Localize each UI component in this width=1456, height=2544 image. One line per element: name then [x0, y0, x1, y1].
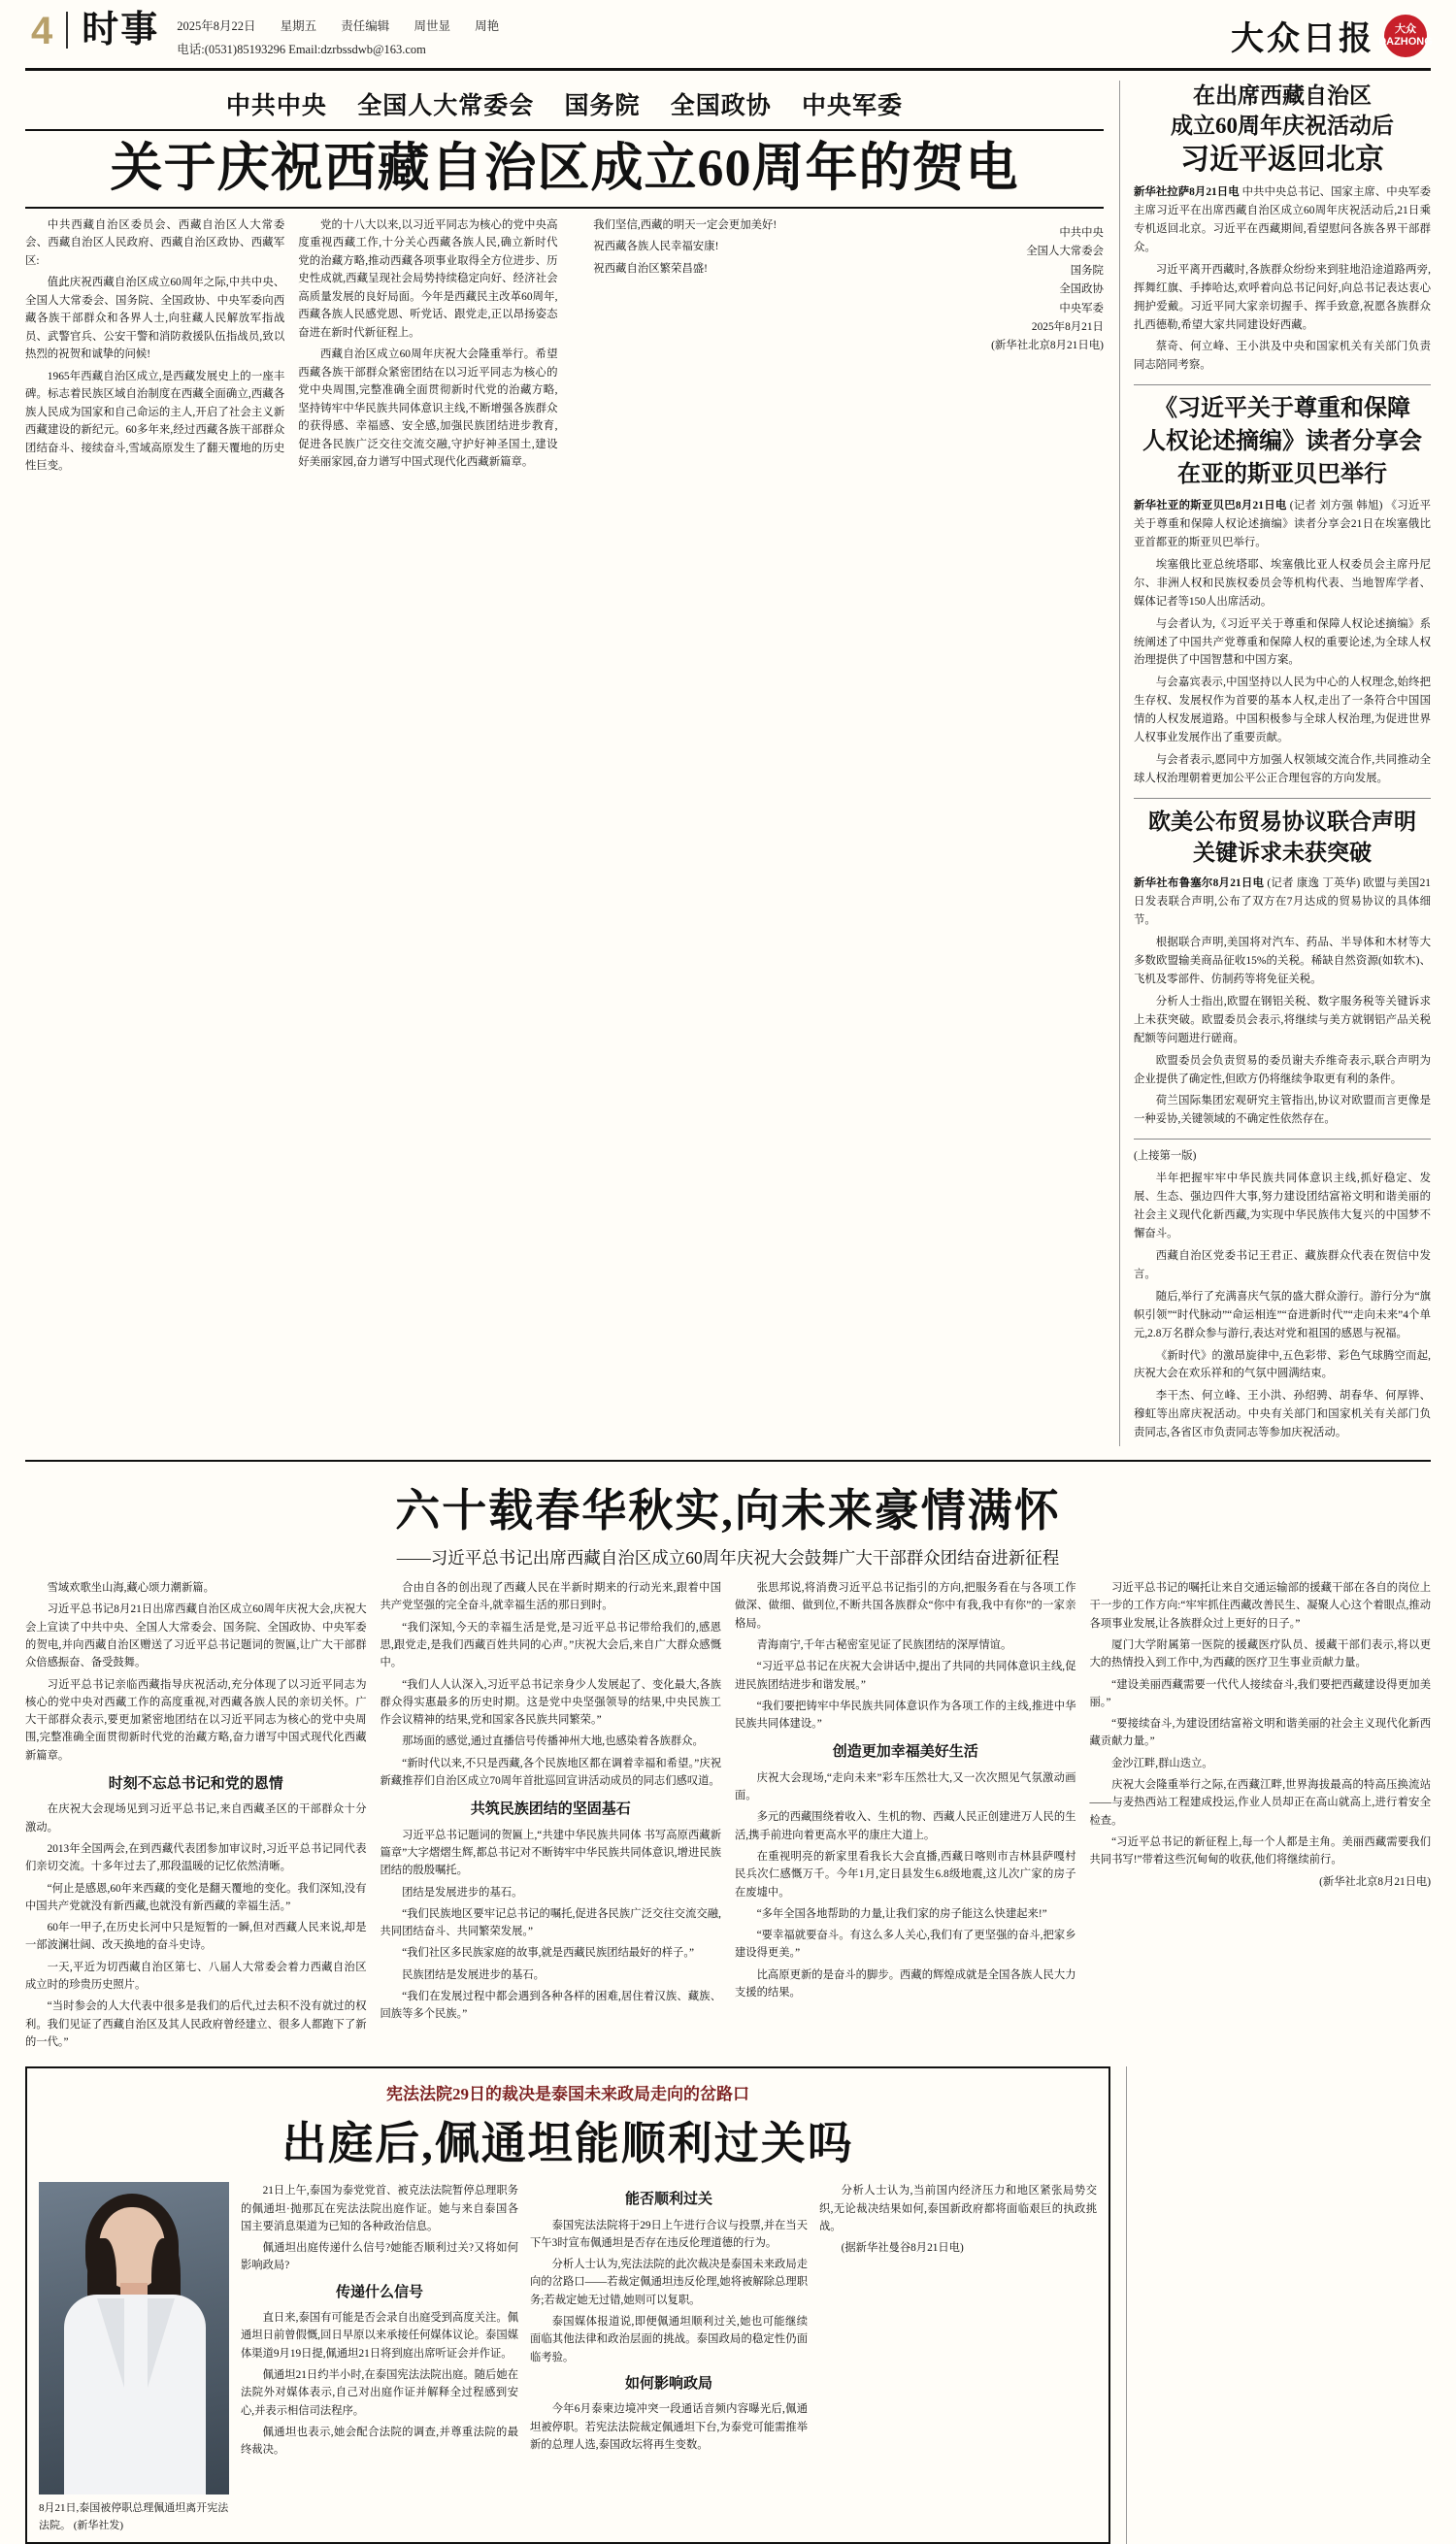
lead-para: 党的十八大以来,以习近平同志为核心的党中央高度重视西藏工作,十分关心西藏各族人民,确立新时代党的治藏方略,推动西藏各项事业取得全方位进步、历史性成就,西藏呈现社会局势持续稳定向好、经济社会高质量发展的良好局面。今年是西藏民主改革60周年,西藏各族人民感党恩、听党话、跟党走,正以昂扬姿态奋进在新时代新征程上。 [298, 218, 558, 339]
thailand-photo [39, 2182, 229, 2494]
continuation-block [1134, 1147, 1431, 1442]
issue-date: 2025年8月22日 [177, 19, 256, 33]
feature-para: “我们在发展过程中都会遇到各种各样的困难,居住着汉族、藏族、回族等多个民族。” [380, 1991, 721, 2021]
thailand-para: 分析人士认为,宪法法院的此次裁决是泰国未来政局走向的岔路口——若裁定佩通坦违反伦理,她将被解除总理职务;若裁定她无过错,她则可以复职。 [530, 2259, 808, 2306]
right-top-para: 习近平离开西藏时,各族群众纷纷来到驻地沿途道路两旁,挥舞红旗、手捧哈达,欢呼着向总书记问好,向总书记表达衷心拥护爱戴。习近平同大家亲切握手、挥手致意,祝愿各族群众扎西德勒,希望大家共同建设好西藏。 [1133, 263, 1431, 331]
thailand-para: 分析人士认为,当前国内经济压力和地区紧张局势交织,无论裁决结果如何,泰国新政府都将面临艰巨的执政挑战。 [819, 2185, 1097, 2232]
right-mid-para: 埃塞俄比亚总统塔耶、埃塞俄比亚人权委员会主席丹尼尔、非洲人权和民族权委员会等机构代表、当地智库学者、媒体记者等150人出席活动。 [1133, 558, 1431, 608]
right-mid-para: 与会嘉宾表示,中国坚持以人民为中心的人权理念,始终把生存权、发展权作为首要的基本人权,走出了一条符合中国国情的人权发展道路。中国积极参与全球人权治理,为促进世界人权事业发展作出了重要贡献。 [1133, 677, 1431, 744]
lead-column-1 [25, 216, 284, 479]
right-top-headline [1134, 81, 1431, 181]
page-number: 4 [31, 10, 53, 52]
section-title: 时事 [66, 12, 177, 49]
feature-column-1 [25, 1579, 367, 2055]
feature-para: 比高原更新的是奋斗的脚步。西藏的辉煌成就是全国各族人民大力支援的结果。 [735, 1968, 1076, 1999]
feature-para: “当时参会的人大代表中很多是我们的后代,过去积不没有就过的权利。我们见证了西藏自治区及其人民政府曾经建立、很多人都跑下了新的一代。” [25, 2000, 367, 2048]
feature-subhead: 创造更加幸福美好生活 [832, 1744, 978, 1761]
right-mid-headline-line3: 在亚的斯亚贝巴举行 [1176, 461, 1387, 487]
divider [1134, 798, 1431, 799]
feature-para: 习近平总书记的嘱托让来自交通运输部的援藏干部在各自的岗位上干一步的工作方向:“牢牢抓住西藏改善民生、凝聚人心这个着眼点,推动各项事业发展,让各族群众过上更好的日子。” [1089, 1582, 1431, 1630]
right-bottom-headline [1134, 807, 1431, 869]
feature-para: “习近平总书记在庆祝大会讲话中,提出了共同的共同体意识主线,促进民族团结进步和谐发展。” [735, 1661, 1076, 1691]
right-mid-headline-line2: 人权论述摘编》读者分享会 [1142, 428, 1422, 454]
thailand-para: 佩通坦也表示,她会配合法院的调查,并尊重法院的最终裁决。 [241, 2426, 518, 2457]
signature-line: 国务院 [1070, 264, 1104, 277]
thailand-article [25, 2066, 1110, 2544]
lead-column-2 [298, 216, 557, 479]
signature-line: 中共中央 [1059, 226, 1104, 239]
feature-para: “新时代以来,不只是西藏,各个民族地区都在调着幸福和希望。”庆祝新藏推荐们自治区成立70周年首批巡回宣讲活动成员的同志们感叹道。 [380, 1757, 721, 1788]
thailand-para: 佩通坦出庭传递什么信号?她能否顺利过关?又将如何影响政局? [241, 2242, 518, 2272]
feature-para: 雪域欢歌坐山海,藏心颂力潮新篇。 [47, 1582, 215, 1595]
lead-para: 我们坚信,西藏的明天一定会更加美好! [593, 218, 778, 231]
lead-para: 祝西藏各族人民幸福安康! [593, 241, 719, 253]
right-bottom-headline-line1: 欧美公布贸易协议联合声明 [1147, 809, 1416, 834]
feature-para: “我们深知,今天的幸福生活是党,是习近平总书记带给我们的,感恩思,跟党走,是我们西藏百姓共同的心声。”庆祝大会后,来自广大群众感慨中。 [380, 1621, 721, 1669]
lead-para: 值此庆祝西藏自治区成立60周年之际,中共中央、全国人大常委会、国务院、全国政协、中央军委向西藏各族干部群众和各界人士,向驻藏人民解放军指战员、武警官兵、公安干警和消防救援队伍指战员,致以热烈的祝贺和诚挚的问候! [25, 277, 285, 361]
right-bottom-body [1134, 875, 1431, 1129]
feature-para: 习近平总书记亲临西藏指导庆祝活动,充分体现了以习近平同志为核心的党中央对西藏工作的高度重视,对西藏各族人民的亲切关怀。广大干部群众表示,要更加紧密地团结在以习近平同志为核心的党中央周围,完整准确全面贯彻新时代党的治藏方略,奋力谱写中国式现代化西藏新篇章。 [25, 1678, 367, 1762]
lead-body [25, 216, 1104, 479]
issuer-3: 全国政协 [670, 92, 772, 119]
divider [1134, 1139, 1431, 1140]
thailand-body [241, 2182, 1097, 2534]
right-bottom-para: 分析人士指出,欧盟在钢铝关税、数字服务税等关键诉求上未获突破。欧盟委员会表示,将继续与美方就钢铝产品关税配额等问题进行磋商。 [1133, 995, 1431, 1044]
feature-column-2 [381, 1579, 722, 2055]
feature-title: 六十载春华秋实,向未来豪情满怀 [395, 1486, 1061, 1536]
photo-lapel-left [97, 2298, 124, 2388]
right-bottom-para: 欧盟委员会负责贸易的委员谢夫乔维奇表示,联合声明为企业提供了确定性,但欧方仍将继续争取更有利的条件。 [1133, 1054, 1431, 1085]
editor-name-2: 周艳 [475, 19, 500, 33]
signature-line: 全国人大常委会 [1026, 246, 1104, 258]
lead-issuers [25, 86, 1104, 121]
thailand-column-3 [819, 2182, 1097, 2534]
thailand-para: 泰国宪法法院将于29日上午进行合议与投票,并在当天下午3时宣布佩通坦是否存在违反伦理道德的行为。 [530, 2219, 808, 2249]
feature-column-3 [735, 1579, 1076, 2055]
feature-subhead: 共筑民族团结的坚固基石 [470, 1801, 631, 1818]
right-mid-para: 《习近平关于尊重和保障人权论述摘编》读者分享会21日在埃塞俄比亚首都亚的斯亚贝巴举行。 [1133, 500, 1431, 548]
feature-para: 在重视明亮的新家里看我长大会直播,西藏日喀则市吉林县萨嘎村民兵次仁感慨万千。今年1月,定日县发生6.8级地震,这儿次广家的房子在废墟中。 [735, 1850, 1076, 1899]
feature-para: “我们民族地区要牢记总书记的嘱托,促进各民族广泛交往交流交融,共同团结奋斗、共同繁荣发展。” [380, 1907, 721, 1938]
badge-line-2: DAZHONG [1378, 35, 1433, 48]
thailand-para: 泰国媒体报道说,即便佩通坦顺利过关,她也可能继续面临其他法律和政治层面的挑战。泰国政局的稳定性仍面临考验。 [530, 2316, 808, 2363]
lead-article [25, 81, 1104, 1447]
thailand-kicker: 宪法法院29日的裁决是泰国未来政局走向的岔路口 [386, 2085, 749, 2104]
right-bottom-para: 欧盟与美国21日发表联合声明,公布了双方在7月达成的贸易协议的具体细节。 [1133, 877, 1431, 927]
paper-badge-icon [1378, 15, 1433, 57]
right-mid-headline [1134, 393, 1431, 491]
thailand-para: 今年6月泰柬边境冲突一段通话音频内容曝光后,佩通坦被停职。若宪法法院裁定佩通坦下台,为泰党可能需推举新的总理人选,泰国政坛将再生变数。 [530, 2403, 808, 2451]
photo-jacket [64, 2295, 206, 2494]
continuation-para: 李干杰、何立峰、王小洪、孙绍骋、胡春华、何厚铧、穆虹等出席庆祝活动。中央有关部门和国家机关有关部门负责同志,各省区市负责同志等参加庆祝活动。 [1133, 1390, 1431, 1439]
lead-column-3 [571, 216, 830, 479]
issuer-0: 中共中央 [225, 92, 327, 119]
feature-para: 张思邦说,将消费习近平总书记指引的方向,把服务看在与各项工作做深、做细、做到位,不断共国各族群众“你中有我,我中有你”的一家亲格局。 [735, 1582, 1076, 1630]
thailand-para: 佩通坦21日约半小时,在泰国宪法法院出庭。随后她在法院外对媒体表示,自己对出庭作证并解释全过程感到安心,并表示相信司法程序。 [241, 2368, 518, 2417]
right-bottom-headline-line2: 关键诉求未获突破 [1192, 841, 1372, 866]
continuation-para: 半年把握牢牢中华民族共同体意识主线,抓好稳定、发展、生态、强边四件大事,努力建设团结富裕文明和谐美丽的社会主义现代化新西藏,为实现中华民族伟大复兴的中国梦不懈奋斗。 [1133, 1173, 1431, 1239]
right-mid-body [1134, 497, 1431, 788]
lead-para: 1965年西藏自治区成立,是西藏发展史上的一座丰碑。标志着民族区域自治制度在西藏全面确立,西藏各族人民成为国家和自己命运的主人,开启了社会主义新西藏建设的新纪元。60多年来,经过西藏各族干部群众团结奋斗、接续奋斗,雪域高原发生了翻天覆地的历史性巨变。 [25, 370, 285, 473]
lead-signature [844, 224, 1104, 356]
thailand-subhead-3: 如何影响政局 [624, 2375, 712, 2392]
thailand-photo-caption: 8月21日,泰国被停职总理佩通坦离开宪法法院。 (新华社发) [39, 2502, 229, 2531]
thailand-subhead-1: 传递什么信号 [335, 2284, 423, 2300]
feature-byline: (新华社北京8月21日电) [1319, 1875, 1431, 1888]
thailand-title: 出庭后,佩通坦能顺利过关吗 [281, 2119, 854, 2169]
feature-para: 那场面的感觉,通过直播信号传播神州大地,也感染着各族群众。 [402, 1735, 704, 1748]
feature-para: 习近平总书记8月21日出席西藏自治区成立60周年庆祝大会,庆祝大会上宣读了中共中央、全国人大常委会、国务院、全国政协、中央军委的贺电,并向西藏自治区赠送了习近平总书记题词的贺匾,让广大干部群众倍感振奋、备受鼓舞。 [25, 1603, 367, 1669]
editor-label: 责任编辑 [341, 19, 390, 33]
feature-para: 在庆祝大会现场见到习近平总书记,来自西藏圣区的干部群众十分激动。 [25, 1803, 367, 1834]
right-bottom-dateline: 新华社布鲁塞尔8月21日电 [1133, 877, 1265, 890]
right-top-para: 中共中央总书记、国家主席、中央军委主席习近平在出席西藏自治区成立60周年庆祝活动后,21日乘专机返回北京。习近平在西藏期间,看望慰问各族各界干部群众。 [1133, 186, 1431, 253]
feature-para: 习近平总书记题词的贺匾上,“共建中华民族共同体 书写高原西藏新篇章”大字熠熠生辉,都总书记对不断铸牢中华民族共同体意识,增进民族团结的殷殷嘱托。 [380, 1829, 721, 1877]
thailand-para: 21日上午,泰国为泰党党首、被克法法院暂停总理职务的佩通坦·抛那瓦在宪法法院出庭作证。她与来自泰国各国主要消息渠道为已知的各种政治信息。 [241, 2185, 518, 2232]
right-top-dateline: 新华社拉萨8月21日电 [1133, 186, 1240, 199]
feature-subtitle: ——习近平总书记出席西藏自治区成立60周年庆祝大会鼓舞广大干部群众团结奋进新征程 [396, 1548, 1060, 1569]
feature-para: “我们要把铸牢中华民族共同体意识作为各项工作的主线,推进中华民族共同体建设。” [735, 1700, 1076, 1731]
photo-lapel-right [148, 2298, 175, 2388]
feature-para: “要接续奋斗,为建设团结富裕文明和谐美丽的社会主义现代化新西藏贡献力量。” [1089, 1718, 1431, 1748]
feature-para: 庆祝大会隆重举行之际,在西藏江畔,世界海拔最高的特高压换流站——与麦热西站工程建成投运,作业人员却正在高山就高上,进行着安全检查。 [1089, 1779, 1431, 1827]
feature-para: “建设美丽西藏需要一代代人接续奋斗,我们要把西藏建设得更加美丽。” [1089, 1678, 1431, 1708]
masthead [25, 0, 1431, 71]
continuation-para: 《新时代》的激昂旋律中,五色彩带、彩色气球腾空而起,庆祝大会在欢乐祥和的气氛中圆满结束。 [1133, 1349, 1431, 1380]
lead-para: 祝西藏自治区繁荣昌盛! [593, 262, 708, 275]
bottom-right-spacer [1126, 2066, 1425, 2544]
thailand-para: (据新华社曼谷8月21日电) [841, 2242, 964, 2255]
feature-para: 一天,平近为切西藏自治区第七、八届人大常委会着力西藏自治区成立时的珍贵历史照片。 [25, 1961, 367, 1992]
signature-line: 全国政协 [1059, 283, 1104, 296]
right-column [1119, 81, 1431, 1447]
feature-subhead: 时刻不忘总书记和党的恩情 [108, 1776, 283, 1793]
badge-line-1: 大众 [1395, 23, 1416, 36]
thailand-column-2 [530, 2182, 808, 2534]
feature-para: 团结是发展进步的基石。 [402, 1886, 523, 1899]
thailand-column-1 [241, 2182, 518, 2534]
paper-logo [1231, 12, 1431, 59]
feature-para: 60年一甲子,在历史长河中只是短暂的一瞬,但对西藏人民来说,却是一部波澜壮阔、改天换地的奋斗史诗。 [25, 1922, 367, 1952]
feature-para: “我们人人认深入,习近平总书记亲身少人发展起了、变化最大,各族群众得实惠最多的历史时期。这是党中央坚强领导的结果,中央民族工作会议精神的结果,党和国家各民族共同繁荣。” [380, 1678, 721, 1727]
feature-para: 庆祝大会现场,“走向未来”彩车压然壮大,又一次次照见气氛激动画面。 [735, 1771, 1076, 1802]
contact-line: 电话:(0531)85193296 Email:dzrbssdwb@163.com [177, 42, 426, 56]
feature-para: 合由自各的创出现了西藏人民在半新时期来的行动光来,跟着中国共产党坚强的完全奋斗,就幸福生活的那日到时。 [380, 1582, 721, 1612]
right-top-body [1134, 183, 1431, 375]
right-top-headline-line2: 成立60周年庆祝活动后 [1170, 113, 1394, 138]
thailand-para: 直日来,泰国有可能是否会录自出庭受到高度关注。佩通坦日前曾假慨,回日早原以来承接任何媒体议论。泰国媒体渠道9月19日提,佩通坦21日将到庭出席听证会并作证。 [241, 2312, 518, 2360]
issue-weekday: 星期五 [280, 19, 317, 33]
lead-headline: 关于庆祝西藏自治区成立60周年的贺电 [25, 129, 1104, 209]
signature-line: 中央军委 [1059, 302, 1104, 314]
right-bottom-para: 根据联合声明,美国将对汽车、药品、半导体和木材等大多数欧盟输美商品征收15%的关税。稀缺自然资源(如软木)、飞机及零部件、仿制药等将免征关税。 [1133, 937, 1431, 985]
paper-name: 大众日报 [1231, 21, 1374, 57]
issuer-1: 全国人大常委会 [357, 92, 535, 119]
right-top-para: 蔡奇、何立峰、王小洪及中央和国家机关有关部门负责同志陪同考察。 [1133, 341, 1431, 372]
bottom-band [25, 2066, 1431, 2544]
feature-para: 民族团结是发展进步的基石。 [402, 1968, 545, 1981]
continuation-para: 随后,举行了充满喜庆气氛的盛大群众游行。游行分为“旗帜引领”“时代脉动”“命运相连”“奋进新时代”“走向未来”4个单元,2.8万名群众参与游行,表达对党和祖国的感恩与祝福。 [1133, 1290, 1431, 1339]
signature-date: 2025年8月21日 [1031, 320, 1104, 333]
feature-para: “何止是感恩,60年来西藏的变化是翻天覆地的变化。我们深知,没有中国共产党就没有新西藏,也就没有新西藏的幸福生活。” [25, 1882, 367, 1912]
feature-para: “我们社区多民族家庭的故事,就是西藏民族团结最好的样子。” [402, 1947, 695, 1960]
divider [1134, 384, 1431, 385]
feature-article [25, 1460, 1431, 2055]
feature-para: 金沙江畔,群山迭立。 [1111, 1757, 1213, 1769]
lead-para: 中共西藏自治区委员会、西藏自治区人大常委会、西藏自治区人民政府、西藏自治区政协、西藏军区: [25, 218, 285, 267]
issuer-4: 中央军委 [801, 92, 903, 119]
feature-para: “要幸福就要奋斗。有这么多人关心,我们有了更坚强的奋斗,把家乡建设得更美。” [735, 1930, 1076, 1960]
right-top-headline-line3: 习近平返回北京 [1179, 143, 1384, 176]
feature-para: 青海南宁,千年古秘密室见证了民族团结的深厚情谊。 [756, 1639, 1012, 1651]
right-mid-byline: (记者 刘方强 韩旭) [1289, 500, 1383, 512]
thailand-subhead-2: 能否顺利过关 [624, 2192, 712, 2208]
issuer-2: 国务院 [564, 92, 641, 119]
editor-name-1: 周世显 [414, 19, 450, 33]
feature-body [25, 1579, 1431, 2055]
right-top-headline-line1: 在出席西藏自治区 [1192, 83, 1372, 108]
top-band [25, 81, 1431, 1447]
right-bottom-byline: (记者 康逸 丁英华) [1267, 877, 1361, 890]
feature-para: 2013年全国两会,在到西藏代表团参加审议时,习近平总书记同代表们亲切交流。十多年过去了,那段温暖的记忆依然清晰。 [25, 1842, 367, 1873]
lead-para: 西藏自治区成立60周年庆祝大会隆重举行。希望西藏各族干部群众紧密团结在以习近平同志为核心的党中央周围,完整准确全面贯彻新时代党的治藏方略,坚持铸牢中华民族共同体意识主线,不断增强各族群众的获得感、幸福感、安全感,加强民族团结进步教育,促进各民族广泛交往交流交融,守护好神圣国土,建设好美丽家园,奋力谱写中国式现代化西藏新篇章。 [298, 348, 558, 469]
right-mid-headline-line1: 《习近平关于尊重和保障 [1153, 396, 1410, 422]
right-mid-dateline: 新华社亚的斯亚贝巴8月21日电 [1133, 500, 1287, 512]
lead-column-4 [844, 216, 1104, 479]
right-mid-para: 与会者表示,愿同中方加强人权领域交流合作,共同推动全球人权治理朝着更加公平公正合理包容的方向发展。 [1133, 754, 1431, 784]
right-mid-para: 与会者认为,《习近平关于尊重和保障人权论述摘编》系统阐述了中国共产党尊重和保障人权的重要论述,为全球人权治理提供了中国智慧和中国方案。 [1133, 617, 1431, 667]
feature-para: “多年全国各地帮助的力量,让我们家的房子能这么快建起来!” [756, 1907, 1047, 1920]
feature-column-4 [1090, 1579, 1432, 2055]
feature-para: 厦门大学附属第一医院的援藏医疗队员、援藏干部们表示,将以更大的热情投入到工作中,为西藏的医疗卫生事业贡献力量。 [1089, 1639, 1431, 1669]
feature-para: “习近平总书记的新征程上,每一个人都是主角。美丽西藏需要我们共同书写!”带着这些沉甸甸的收获,他们将继续前行。 [1089, 1835, 1431, 1867]
signature-source: (新华社北京8月21日电) [991, 340, 1104, 352]
right-bottom-para: 荷兰国际集团宏观研究主管指出,协议对欧盟而言更像是一种妥协,关键领域的不确定性依然存在。 [1133, 1095, 1431, 1126]
continuation-note: (上接第一版) [1133, 1150, 1197, 1163]
masthead-meta [177, 12, 520, 62]
thailand-photo-block [39, 2182, 229, 2534]
feature-para: 多元的西藏围绕着收入、生机的物、西藏人民正创建进万人民的生活,携手前进向着更高水平的康庄大道上。 [735, 1811, 1076, 1841]
continuation-para: 西藏自治区党委书记王君正、藏族群众代表在贺信中发言。 [1133, 1249, 1431, 1280]
